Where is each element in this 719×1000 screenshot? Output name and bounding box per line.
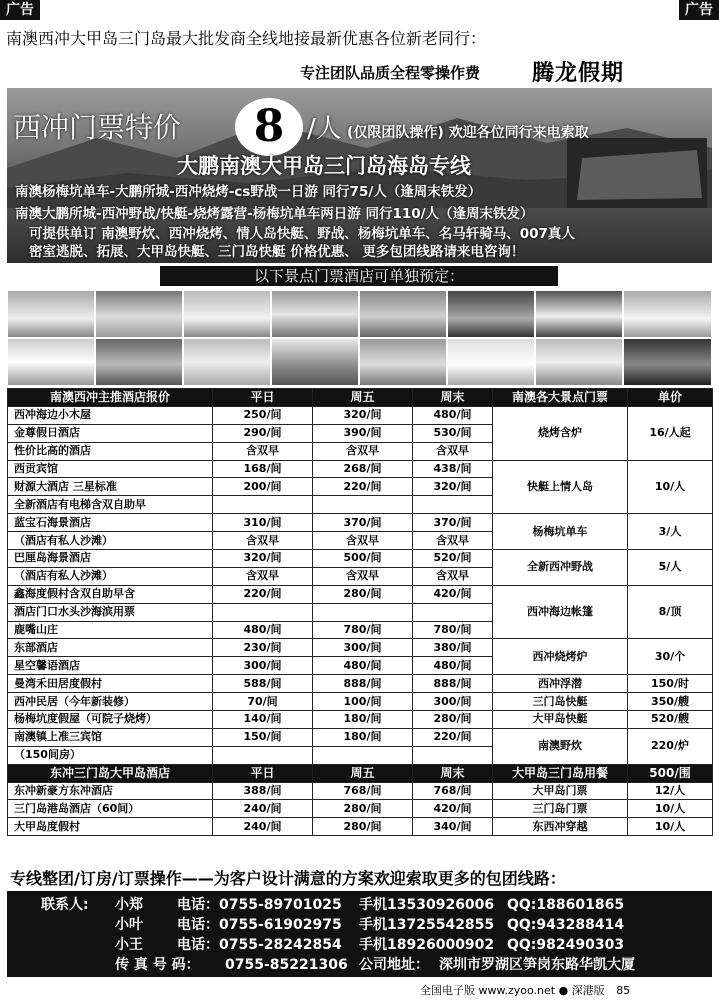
promo-price: 8 (235, 98, 303, 156)
contact-mobile: 手机13725542855 (359, 917, 495, 933)
ticket-price: 220/炉 (628, 728, 713, 764)
price-friday: 780/间 (313, 621, 413, 639)
price-weekday: 290/间 (213, 424, 313, 442)
hotel-name: （150间房） (8, 746, 213, 764)
promo-banner (7, 88, 712, 263)
price-weekend: 420/间 (413, 585, 493, 603)
price-weekday (213, 603, 313, 621)
hotel-room-photo (183, 290, 271, 338)
price-weekend (413, 746, 493, 764)
hotel-room-photo (7, 338, 95, 386)
price-weekday: 310/间 (213, 514, 313, 532)
price-friday: 300/间 (313, 639, 413, 657)
contact-name: 小王 (115, 937, 143, 953)
price-weekday: 含双早 (213, 532, 313, 550)
promo-note: (仅限团队操作) 欢迎各位同行来电索取 (347, 125, 589, 141)
hotel-name: 全新酒店有电梯含双自助早 (8, 496, 213, 514)
hotel-name: 西贡宾馆 (8, 460, 213, 478)
ticket-name: 大甲岛门票 (493, 782, 628, 800)
ticket-name: 大甲岛快艇 (493, 711, 628, 729)
table-row (8, 728, 713, 746)
price-weekday (213, 496, 313, 514)
header-cell: 平日 (213, 764, 313, 782)
price-weekday: 150/间 (213, 728, 313, 746)
ticket-name: 全新西冲野战 (493, 550, 628, 586)
fax-number: 0755-85221306 (225, 957, 348, 973)
footer-site: 全国电子版 www.zyoo.net (420, 984, 556, 997)
hotel-room-photo (271, 290, 359, 338)
ticket-price: 30/个 (628, 639, 713, 675)
price-weekend: 含双早 (413, 532, 493, 550)
hotel-name: 鹿嘴山庄 (8, 621, 213, 639)
company-address: 深圳市罗湖区笋岗东路华凯大厦 (439, 957, 635, 973)
price-weekday: 240/间 (213, 818, 313, 836)
slogan: 专注团队品质全程零操作费 (300, 64, 481, 82)
price-weekend: 280/间 (413, 711, 493, 729)
table-row (8, 693, 713, 711)
price-friday: 390/间 (313, 424, 413, 442)
price-friday: 180/间 (313, 711, 413, 729)
price-weekend: 480/间 (413, 657, 493, 675)
table-row (8, 818, 713, 836)
subheadline (0, 56, 719, 86)
price-weekday: 70/间 (213, 693, 313, 711)
hotel-name: 巴厘岛海景酒店 (8, 550, 213, 568)
table-row (8, 782, 713, 800)
header-cell: 周五 (313, 389, 413, 407)
price-weekend: 768/间 (413, 782, 493, 800)
route-line: 密室逃脱、拓展、大甲岛快艇、三门岛快艇 价格优惠、 更多包团线路请来电咨询！ (29, 244, 525, 260)
hotel-room-photo (7, 290, 95, 338)
contact-panel (7, 891, 712, 977)
price-friday: 280/间 (313, 818, 413, 836)
header-cell: 平日 (213, 389, 313, 407)
contact-tel: 电话：0755-89701025 (177, 897, 342, 913)
hotel-name: 曼湾禾田居度假村 (8, 675, 213, 693)
ticket-name: 西冲浮潜 (493, 675, 628, 693)
price-weekend: 340/间 (413, 818, 493, 836)
header-cell: 南澳西冲主推酒店报价 (8, 389, 213, 407)
hotel-building-photo (623, 338, 712, 386)
price-friday: 268/间 (313, 460, 413, 478)
hotel-name: 酒店门口水头沙海滨用票 (8, 603, 213, 621)
table-header-row (8, 389, 713, 407)
route-title: 大鹏南澳大甲岛三门岛海岛专线 (177, 154, 471, 178)
address-label: 公司地址： (359, 957, 429, 973)
price-friday: 含双早 (313, 532, 413, 550)
ticket-price: 12/人 (628, 782, 713, 800)
header-cell: 周末 (413, 764, 493, 782)
price-weekday (213, 746, 313, 764)
ticket-name: 快艇上情人岛 (493, 460, 628, 514)
header-cell: 大甲岛三门岛用餐 (493, 764, 628, 782)
hotel-room-photo (535, 290, 623, 338)
price-friday: 768/间 (313, 782, 413, 800)
ticket-price: 5/人 (628, 550, 713, 586)
table-row (8, 585, 713, 603)
contact-mobile: 手机18926000902 (359, 937, 495, 953)
hotel-room-photo (535, 338, 623, 386)
price-weekend: 含双早 (413, 567, 493, 585)
hotel-room-photo (95, 338, 183, 386)
price-weekend: 480/间 (413, 406, 493, 424)
price-friday: 320/间 (313, 406, 413, 424)
contact-name: 小郑 (115, 897, 143, 913)
hotel-name: 南澳镇上准三宾馆 (8, 728, 213, 746)
contact-tel: 电话：0755-61902975 (177, 917, 342, 933)
ticket-name: 西冲烧烤炉 (493, 639, 628, 675)
ticket-price: 150/时 (628, 675, 713, 693)
ticket-price: 16/人起 (628, 406, 713, 460)
price-weekday: 240/间 (213, 800, 313, 818)
header-cell: 单价 (628, 389, 713, 407)
price-weekend (413, 603, 493, 621)
hotel-room-photo (623, 290, 712, 338)
page-footer (420, 982, 630, 998)
price-table (7, 388, 713, 836)
price-friday (313, 603, 413, 621)
fax-label: 传 真 号 码： (115, 957, 200, 973)
price-weekday: 220/间 (213, 585, 313, 603)
ticket-name: 南澳野炊 (493, 728, 628, 764)
table-row (8, 406, 713, 424)
header-cell: 东冲三门岛大甲岛酒店 (8, 764, 213, 782)
contact-tel: 电话：0755-28242854 (177, 937, 342, 953)
headline: 南澳西冲大甲岛三门岛最大批发商全线地接最新优惠各位新老同行： (6, 29, 487, 48)
table-row (8, 514, 713, 532)
hotel-name: （酒店有私人沙滩） (8, 532, 213, 550)
price-weekday: 300/间 (213, 657, 313, 675)
table-row (8, 711, 713, 729)
ticket-name: 杨梅坑单车 (493, 514, 628, 550)
header-cell: 500/围 (628, 764, 713, 782)
price-weekday: 200/间 (213, 478, 313, 496)
price-weekday: 480/间 (213, 621, 313, 639)
page-number: 85 (616, 984, 631, 997)
hotel-name: 三门岛港岛酒店（60间） (8, 800, 213, 818)
header-cell: 周五 (313, 764, 413, 782)
select-bar: 以下景点门票酒店可单独预定： (160, 266, 558, 286)
hotel-room-photo (183, 338, 271, 386)
price-friday: 280/间 (313, 800, 413, 818)
contact-qq: QQ:188601865 (507, 897, 625, 913)
hotel-name: 杨梅坑度假屋（可院子烧烤） (8, 711, 213, 729)
ticket-name: 西冲海边帐篷 (493, 585, 628, 639)
price-friday: 含双早 (313, 567, 413, 585)
ticket-price: 520/艘 (628, 711, 713, 729)
price-weekend: 530/间 (413, 424, 493, 442)
hotel-name: 东冲新豪方东冲酒店 (8, 782, 213, 800)
hotel-name: 性价比高的酒店 (8, 442, 213, 460)
ad-tag-right: 广告 (679, 0, 719, 20)
hotel-name: 鑫海度假村含双自助早含 (8, 585, 213, 603)
contact-mobile: 手机13530926006 (359, 897, 495, 913)
ticket-price: 10/人 (628, 460, 713, 514)
promo-title: 西冲门票特价 (13, 111, 182, 144)
route-line: 南澳杨梅坑单车-大鹏所城-西冲烧烤-cs野战一日游 同行75/人（逢周末铁发） (15, 184, 482, 200)
hotel-room-photo (447, 338, 535, 386)
price-friday: 180/间 (313, 728, 413, 746)
hotel-name: （酒店有私人沙滩） (8, 567, 213, 585)
contact-label: 联系人: (41, 897, 89, 913)
hotel-name: 西冲民居（今年新装修） (8, 693, 213, 711)
price-friday: 500/间 (313, 550, 413, 568)
table-row (8, 639, 713, 657)
edition-icon: ● (558, 984, 569, 997)
price-friday: 280/间 (313, 585, 413, 603)
price-weekday: 含双早 (213, 442, 313, 460)
contact-name: 小叶 (115, 917, 143, 933)
price-weekday: 140/间 (213, 711, 313, 729)
hotel-name: 西冲海边小木屋 (8, 406, 213, 424)
table-row (8, 800, 713, 818)
price-friday: 888/间 (313, 675, 413, 693)
footer-edition: 深港版 (571, 984, 605, 997)
hotel-room-photo (95, 290, 183, 338)
price-friday: 220/间 (313, 478, 413, 496)
route-line: 南澳大鹏所城-西冲野战/快艇-烧烤露营-杨梅坑单车两日游 同行110/人（逢周末铁发） (15, 206, 534, 222)
price-friday: 370/间 (313, 514, 413, 532)
price-friday (313, 746, 413, 764)
hotel-name: 金尊假日酒店 (8, 424, 213, 442)
price-weekend (413, 496, 493, 514)
price-weekend: 300/间 (413, 693, 493, 711)
hotel-building-photo (271, 338, 359, 386)
price-weekend: 含双早 (413, 442, 493, 460)
contact-qq: QQ:982490303 (507, 937, 625, 953)
price-weekday: 588/间 (213, 675, 313, 693)
hotel-name: 星空馨语酒店 (8, 657, 213, 675)
price-weekday: 168/间 (213, 460, 313, 478)
price-weekend: 220/间 (413, 728, 493, 746)
price-weekend: 780/间 (413, 621, 493, 639)
hotel-name: 东部酒店 (8, 639, 213, 657)
price-weekday: 388/间 (213, 782, 313, 800)
tagline: 专线整团/订房/订票操作——为客户设计满意的方案欢迎索取更多的包团线路： (10, 869, 566, 888)
ticket-name: 烧烤含炉 (493, 406, 628, 460)
price-weekend: 320/间 (413, 478, 493, 496)
price-weekend: 520/间 (413, 550, 493, 568)
hotel-room-photo (359, 290, 447, 338)
ticket-name: 三门岛快艇 (493, 693, 628, 711)
ticket-price: 3/人 (628, 514, 713, 550)
price-friday: 100/间 (313, 693, 413, 711)
hotel-name: 蓝宝石海景酒店 (8, 514, 213, 532)
promo-unit: /人 (307, 114, 342, 144)
ticket-name: 东西冲穿越 (493, 818, 628, 836)
header-cell: 周末 (413, 389, 493, 407)
table-row (8, 675, 713, 693)
hotel-room-photo (359, 338, 447, 386)
route-line: 可提供单订 南澳野炊、西冲烧烤、情人岛快艇、野战、杨梅坑单车、名马轩骑马、007真人 (29, 226, 575, 242)
brand-name: 腾龙假期 (532, 60, 625, 86)
price-weekday: 230/间 (213, 639, 313, 657)
header-cell: 南澳各大景点门票 (493, 389, 628, 407)
price-weekend: 888/间 (413, 675, 493, 693)
price-weekday: 250/间 (213, 406, 313, 424)
table-header-row (8, 764, 713, 782)
hotel-photo-strip (7, 290, 712, 386)
ticket-price: 10/人 (628, 800, 713, 818)
ticket-price: 350/艘 (628, 693, 713, 711)
price-weekday: 320/间 (213, 550, 313, 568)
ticket-price: 8/顶 (628, 585, 713, 639)
price-weekend: 370/间 (413, 514, 493, 532)
ticket-name: 三门岛门票 (493, 800, 628, 818)
price-weekend: 420/间 (413, 800, 493, 818)
ticket-price: 10/人 (628, 818, 713, 836)
hotel-name: 大甲岛度假村 (8, 818, 213, 836)
contact-qq: QQ:943288414 (507, 917, 625, 933)
price-weekend: 438/间 (413, 460, 493, 478)
price-weekday: 含双早 (213, 567, 313, 585)
hotel-name: 财源大酒店 三星标准 (8, 478, 213, 496)
table-row (8, 460, 713, 478)
price-friday: 480/间 (313, 657, 413, 675)
hotel-room-photo (447, 290, 535, 338)
ad-tag-left: 广告 (0, 0, 40, 20)
price-weekend: 380/间 (413, 639, 493, 657)
price-friday: 含双早 (313, 442, 413, 460)
table-row (8, 550, 713, 568)
price-friday (313, 496, 413, 514)
